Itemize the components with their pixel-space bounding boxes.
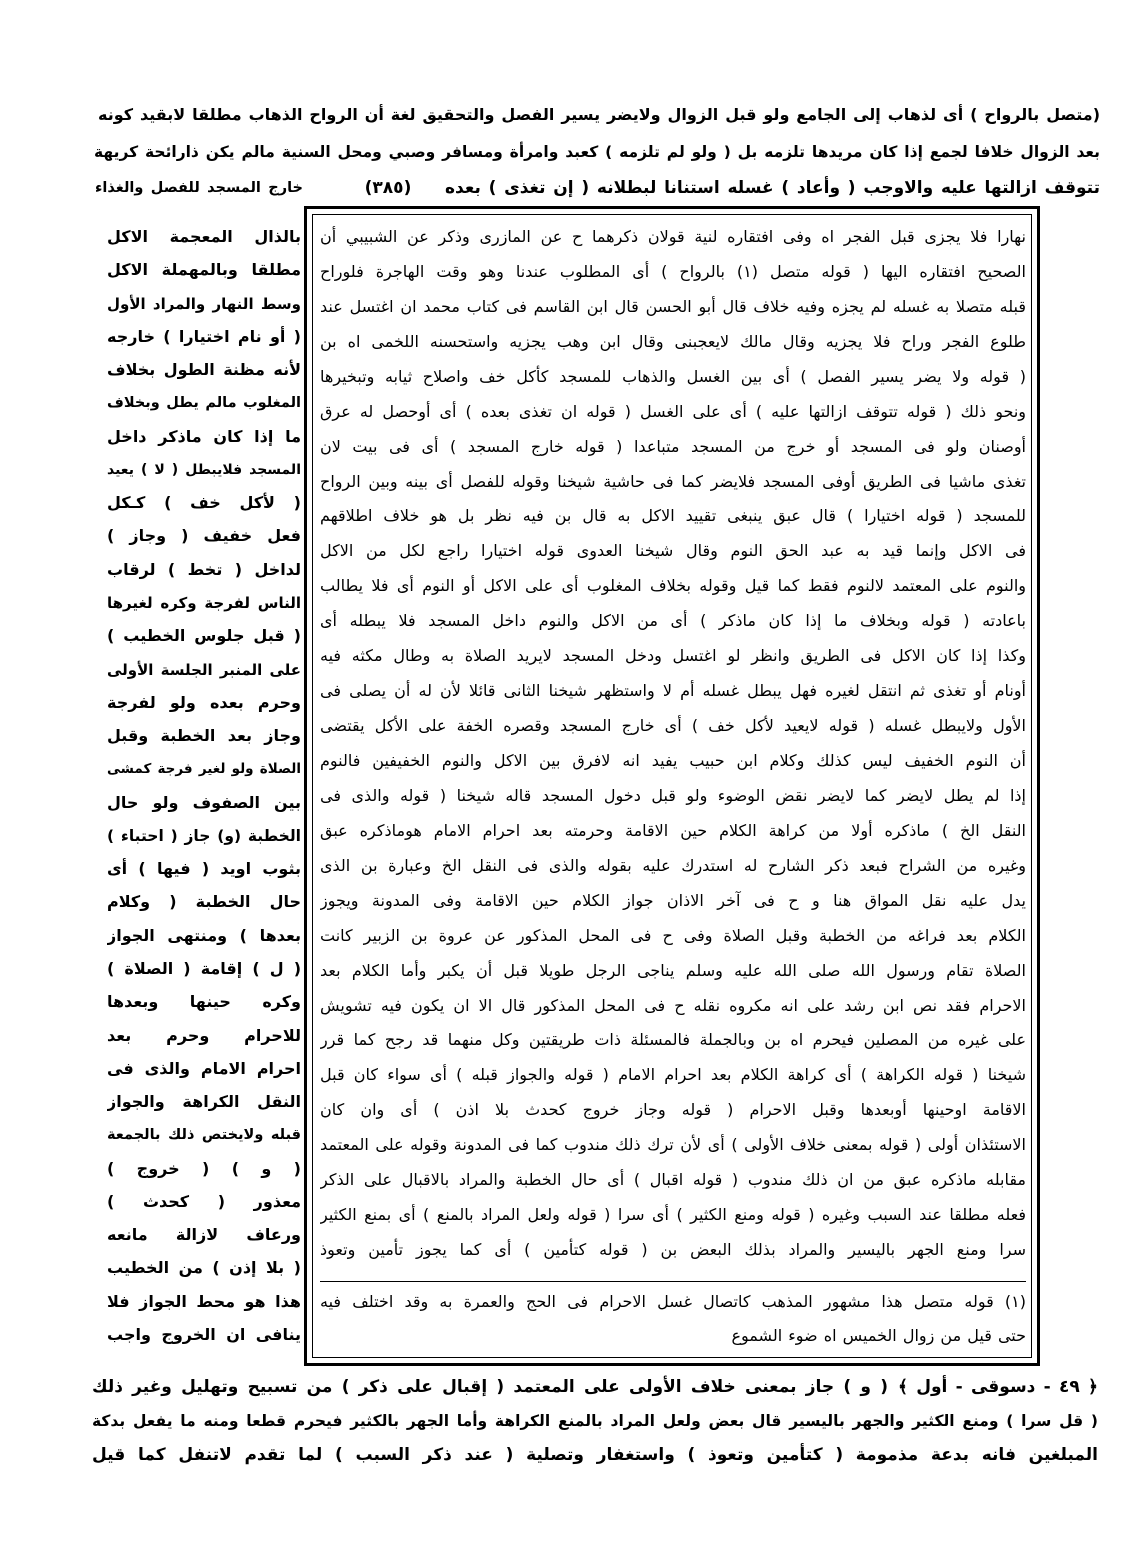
margin-line: الناس لفرجة وكره لغيرها: [107, 594, 301, 612]
commentary-line: النقل الخ ) ماذكره أولا من كراهة الكلام حين الاقامة وحرمته بعد احرام الامام هوماذكره عبق: [320, 820, 1026, 840]
margin-line: هذا هو محط الجواز فلا: [107, 1291, 301, 1311]
margin-line: الصلاة ولو لغير فرجة كمشى: [107, 761, 301, 778]
margin-line: قبله ولايختص ذلك بالجمعة: [107, 1127, 301, 1144]
page-number: (٣٨٥): [364, 178, 412, 198]
commentary-line: والنوم على المعتمد لالنوم فقط كما قيل وقوله بخلاف المغلوب أى على الاكل أو النوم أى فلا يطالب: [320, 576, 1026, 596]
margin-line: ( لأكل خف ) كـكل: [107, 493, 301, 513]
margin-line: بعدها ) ومنتهى الجواز: [107, 925, 301, 945]
footnote-divider: [320, 1281, 1026, 1282]
margin-line: ( قبل جلوس الخطيب ): [107, 626, 301, 646]
footer-line: المبلغين فانه بدعة مذمومة ( كتأمين وتعوذ ) واستغفار وتصلية ( عند ذكر السبب ) لما تقدم لاتنفل كما قيل: [92, 1445, 1098, 1465]
margin-line: وكره حينها وبعدها: [107, 992, 301, 1012]
footnote-line: (١) قوله متصل هذا مشهور المذهب كاتصال غسل الاحرام فى الحج والعمرة به وقد اختلف فيه: [320, 1292, 1026, 1311]
commentary-line: وغيره من الشراح فبعد ذكر الشارح له استدرك عليه بقوله والذى فى النقل الخ وعبارة بن الذى: [320, 855, 1026, 875]
commentary-line: قبله متصلا به غسله لم يجزه وفيه خلاف قال أبو الحسن قال ابن القاسم فى كتاب محمد ان اغتسل عند: [320, 296, 1026, 316]
margin-line: ( أو نام اختيارا ) خارجه: [107, 326, 301, 346]
commentary-line: الصلاة تقام ورسول الله صلى الله عليه وسلم يناجى الرجل طويلا قبل أن يكبر وأما الكلام بعد: [320, 960, 1026, 980]
margin-line: بين الصفوف ولو حال: [107, 792, 301, 812]
margin-line: معذور ( كحدث ): [107, 1191, 301, 1211]
margin-line: ( و ) ( خروج ): [107, 1158, 301, 1178]
commentary-line: أوصنان ولو فى المسجد أو خرج من المسجد متباعدا ( قوله خارج المسجد ) أى فى بيت لان: [320, 436, 1026, 456]
margin-line: ينافى ان الخروج واجب: [107, 1324, 301, 1344]
margin-line: ورعاف لازالة مانعه: [107, 1225, 301, 1245]
commentary-line: للمسجد ( قوله اختيارا ) قال عبق ينبغى تقييد الاكل به قال بن فيه نظر بل هو خلاف اطلاقهم: [320, 506, 1026, 526]
commentary-line: ( قوله ولا يضر يسير الفصل ) أى بين الغسل والذهاب للمسجد كأكل خف واصلاح ثيابه وتبخيرها: [320, 366, 1026, 386]
margin-line: ( ل ) إقامة ( الصلاة ): [107, 958, 301, 978]
margin-line: لداخل ( تخط ) لرقاب: [107, 559, 301, 579]
commentary-line: فعله مطلقا عند السبب وغيره ( قوله ومنع الكثير ) أى سرا ( قوله ولعل المراد بالمنع ) أى بمنع الكثير: [320, 1205, 1026, 1224]
margin-line: ( بلا إذن ) من الخطيب: [107, 1258, 301, 1278]
margin-line: المسجد فلايبطل ( لا ) يعيد: [107, 461, 301, 478]
commentary-line: مقابله ماذكره عبق من ان ذلك مندوب ( قوله اقبال ) أى حال الخطبة والمراد بالاقبال على الذكر: [320, 1170, 1026, 1190]
commentary-line: الاقامة اوحينها أوبعدها وقبل الاحرام ( قوله وجاز خروج كحدث بلا اذن ) أى وان كان: [320, 1100, 1026, 1120]
commentary-line: شيخنا ( قوله الكراهة ) أى كراهة الكلام بعد احرام الامام ( قوله والجواز قبله ) أى سواء كان قبل: [320, 1065, 1026, 1085]
margin-line: النقل الكراهة والجواز: [107, 1092, 301, 1111]
commentary-line: وكذا إذا كان الاكل فى الطريق وانظر لو اغتسل ودخل المسجد لايريد الصلاة به وطال مكثه فيه: [320, 646, 1026, 666]
footnote-line: حتى قيل من زوال الخميس اه ضوء الشموع: [731, 1326, 1026, 1345]
margin-line: على المنبر الجلسة الأولى: [107, 660, 301, 679]
margin-line: الخطبة (و) جاز ( احتباء ): [107, 826, 301, 845]
header-line: بعد الزوال خلافا لجمع إذا كان مريدها تلزمه بل ( ولو لم تلزمه ) كعبد وامرأة ومسافر وصبي ومحل السنية مالم يكن ذارائحة كريهة: [94, 143, 1100, 161]
commentary-line: إذا لم يطل لايضر كما لايضر نقض الوضوء ولو قبل دخول المسجد قاله شيخنا ( قوله والذى فى: [320, 785, 1026, 805]
commentary-line: الصحيح افتقاره اليها ( قوله متصل (١) بالرواح ) أى المطلوب عندنا وهو وقت الهاجرة فلوراح: [320, 261, 1026, 281]
commentary-line: فى الاكل وإنما قيد به عبد الحق النوم وقال شيخنا العدوى قوله اختيارا راجع لكل من الاكل: [320, 541, 1026, 561]
commentary-line: أن النوم الخفيف ليس كذلك وكلام ابن حبيب يفيد انه لافرق بين الاكل والنوم الخفيفين فالنوم: [320, 751, 1026, 770]
margin-line: المغلوب مالم يطل وبخلاف: [107, 395, 301, 412]
margin-line: احرام الامام والذى فى: [107, 1058, 301, 1078]
margin-line: بثوب اويد ( فيها ) أى: [107, 859, 301, 879]
commentary-line: تغذى ماشيا فى الطريق أوفى المسجد فلايضر كما فى حاشية شيخنا وقوله للفصل أى بينه وبين الرواح: [320, 471, 1026, 491]
footer-line: ( و ) جاز بمعنى خلاف الأولى على المعتمد ( إقبال على ذكر ) من تسبيح وتهليل وغير ذلك: [92, 1377, 888, 1397]
margin-line: بالذال المعجمة الاكل: [107, 227, 301, 246]
commentary-line: ونحو ذلك ( قوله تتوقف ازالتها عليه ) أى على الغسل ( قوله ان تغذى بعده ) أى أوحصل له عرق: [320, 401, 1026, 421]
book-signature: ﴿ ٤٩ - دسوقى - أول ﴾: [898, 1377, 1098, 1397]
margin-line: حال الخطبة ( وكلام: [107, 892, 301, 912]
margin-line: وجاز بعد الخطبة وقبل: [107, 726, 301, 746]
commentary-line: الاستئذان أولى ( قوله بمعنى خلاف الأولى ) أى لأن ترك ذلك مندوب كما فى المدونة وقوله على المعتمد: [320, 1135, 1026, 1155]
margin-line: فعل خفيف ( وجاز ): [107, 526, 301, 546]
commentary-line: طلوع الفجر وراح فلا يجزيه وقال مالك لايعجبنى وقال ابن وهب يجزيه واستحسنه اللخمى اه بن: [320, 331, 1026, 351]
margin-line: ما إذا كان ماذكر داخل: [107, 426, 301, 446]
header-line: خارج المسجد للفصل والغذاء: [95, 180, 303, 196]
margin-line: لأنه مظنة الطول بخلاف: [107, 360, 301, 380]
margin-line: للاحرام وحرم بعد: [107, 1025, 301, 1045]
commentary-line: نهارا فلا يجزى قبل الفجر اه وفى افتقاره لنية قولان ذكرهما ح عن المازرى وذكر عن الشبيبي أن: [320, 227, 1026, 246]
commentary-line: باعادته ( قوله وبخلاف ما إذا كان ماذكر ) أى من الاكل والنوم داخل المسجد فلا يبطله أى: [320, 611, 1026, 631]
header-line: تتوقف ازالتها عليه والاوجب ( وأعاد ) غسله استنانا لبطلانه ( إن تغذى ) بعده: [445, 178, 1100, 198]
margin-line: مطلقا وبالمهملة الاكل: [107, 260, 301, 280]
commentary-line: أونام أو تغذى ثم انتقل لغيره فهل يبطل غسله أم لا واستظهر شيخنا الثانى قائلا لأن له أن يصلى فى: [320, 681, 1026, 701]
margin-line: وحرم بعده ولو لفرجة: [107, 692, 301, 712]
footer-line: ( قل سرا ) ومنع الكثير والجهر باليسير قال بعض ولعل المراد بالمنع الكراهة وأما الجهر بالكثير فيحرم قطعا ومنه ما يفعل بدكة: [92, 1412, 1098, 1430]
commentary-line: على غيره من المصلين فيحرم اه بن وبالجملة فالمسئلة ذات طريقتين وكل منهما قد رجح كما قرر: [320, 1030, 1026, 1050]
commentary-line: الأول ولايبطل غسله ( قوله لايعيد لأكل خف ) أى خارج المسجد وقصره الخفة على الأكل يقتضى: [320, 716, 1026, 735]
commentary-line: الكلام بعد فراغه من الخطبة وقبل الصلاة وفى ح فى المحل المذكور عن عروة بن الزبير كانت: [320, 925, 1026, 945]
commentary-line: يدل عليه نقل المواق هنا و ح فى آخر الاذان جواز الكلام حين الاقامة وفى المدونة ويجوز: [320, 890, 1026, 910]
commentary-line: سرا ومنع الجهر باليسير والمراد بذلك البعض بن ( قوله كتأمين ) أى كما يجوز تأمين وتعوذ: [320, 1240, 1026, 1259]
margin-line: وسط النهار والمراد الأول: [107, 294, 301, 313]
header-line: (متصل بالرواح ) أى لذهاب إلى الجامع ولو قبل الزوال ولايضر يسير الفصل والتحقيق لغة أن الرواح الذهاب مطلقا لابقيد كونه: [98, 105, 1100, 124]
commentary-line: الاحرام فقد نص ابن رشد على انه مكروه نقله ح فى المحل المذكور قال الا ان يكون فيه تشويش: [320, 995, 1026, 1015]
